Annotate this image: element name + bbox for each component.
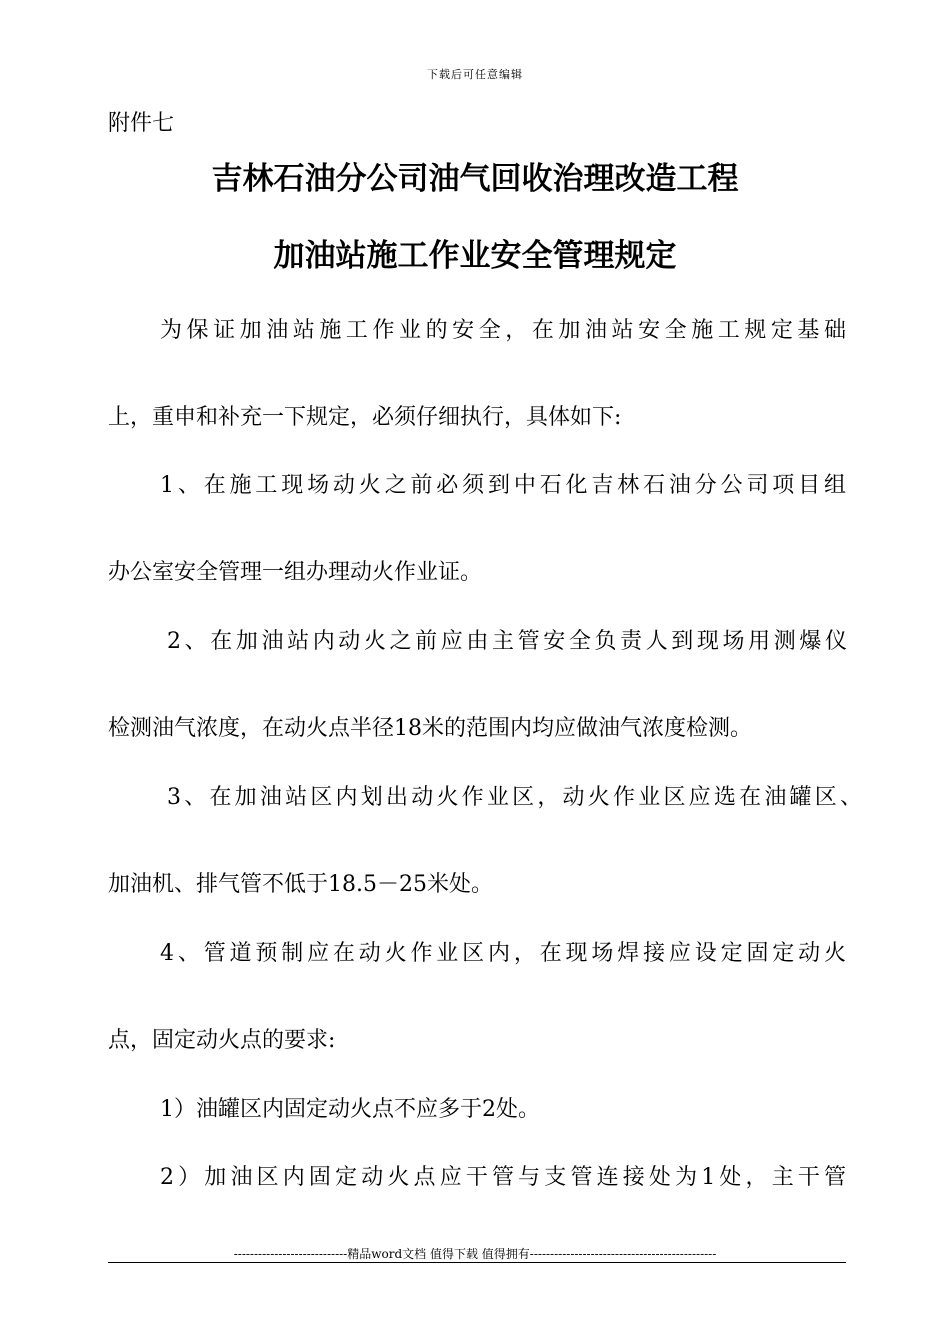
- body-line-2: 上，重申和补充一下规定，必须仔细执行，具体如下:: [108, 405, 622, 430]
- body-line-8: 加油机、排气管不低于18.5－25米处。: [108, 872, 493, 897]
- body-line-12: 2）加油区内固定动火点应干管与支管连接处为1处，主干管: [160, 1165, 846, 1190]
- footer-divider: [108, 1262, 846, 1263]
- page-header-note: 下载后可任意编辑: [427, 68, 523, 81]
- page-footer-text: ----------------------------精品word文档 值得下载 值得拥有----------------------------------------------: [233, 1247, 717, 1261]
- attachment-label: 附件七: [108, 111, 175, 136]
- document-title-line-2: 加油站施工作业安全管理规定: [273, 238, 677, 274]
- body-line-6: 检测油气浓度，在动火点半径18米的范围内均应做油气浓度检测。: [108, 716, 752, 741]
- body-line-10: 点，固定动火点的要求:: [108, 1028, 336, 1053]
- document-title-line-1: 吉林石油分公司油气回收治理改造工程: [211, 161, 739, 197]
- body-line-3: 1、在施工现场动火之前必须到中石化吉林石油分公司项目组: [160, 473, 846, 498]
- body-line-11: 1）油罐区内固定动火点不应多于2处。: [160, 1097, 540, 1122]
- body-line-5: 2、在加油站内动火之前应由主管安全负责人到现场用测爆仪: [167, 629, 847, 654]
- body-line-9: 4、管道预制应在动火作业区内，在现场焊接应设定固定动火: [160, 941, 846, 966]
- body-line-7: 3、在加油站区内划出动火作业区，动火作业区应选在油罐区、: [167, 785, 862, 810]
- body-line-1: 为保证加油站施工作业的安全，在加油站安全施工规定基础: [160, 318, 846, 343]
- body-line-4: 办公室安全管理一组办理动火作业证。: [108, 560, 483, 585]
